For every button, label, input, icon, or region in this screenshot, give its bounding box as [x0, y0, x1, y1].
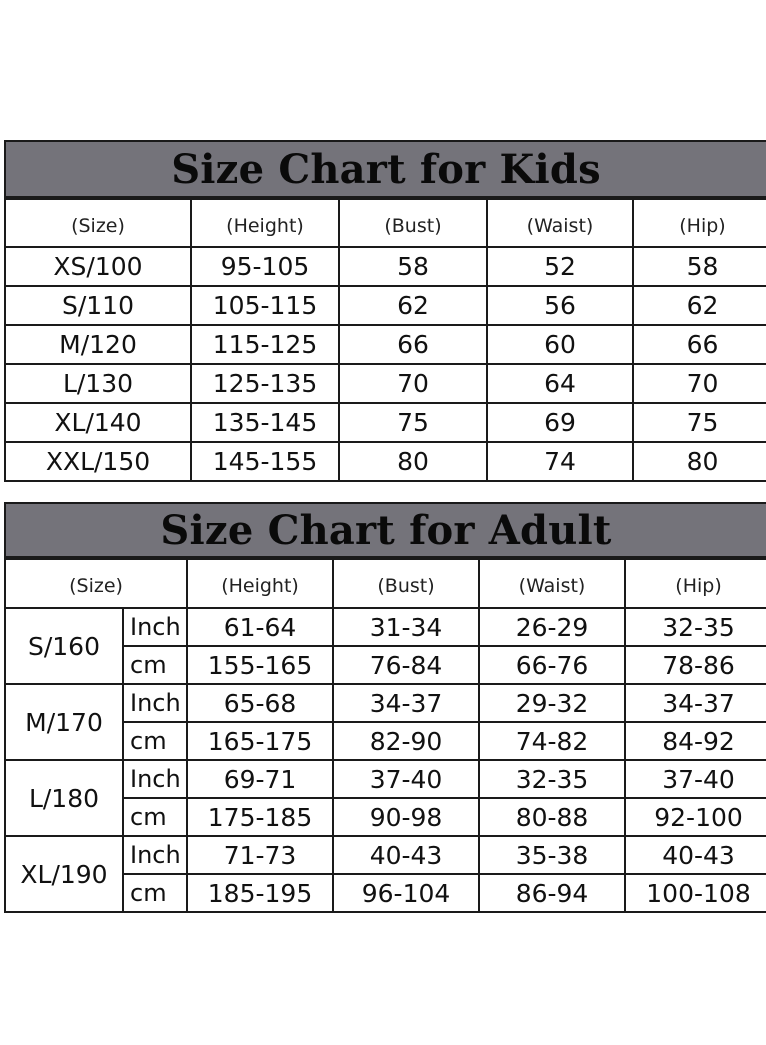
adult-height-cell: 165-175: [187, 722, 333, 760]
adult-size-table: [4, 558, 766, 913]
adult-bust-cell: 34-37: [333, 684, 479, 722]
kids-bust-cell: 58: [339, 247, 487, 286]
kids-bust-cell: 62: [339, 286, 487, 325]
adult-height-cell: 175-185: [187, 798, 333, 836]
adult-hip-cell: 32-35: [625, 608, 766, 646]
kids-size-cell: XS/100: [5, 247, 191, 286]
kids-size-chart: [4, 140, 766, 482]
adult-height-cell: 61-64: [187, 608, 333, 646]
adult-waist-cell: 80-88: [479, 798, 625, 836]
kids-hip-cell: 75: [633, 403, 766, 442]
adult-hip-cell: 84-92: [625, 722, 766, 760]
kids-size-cell: L/130: [5, 364, 191, 403]
adult-hip-cell: 40-43: [625, 836, 766, 874]
kids-hip-cell: 70: [633, 364, 766, 403]
table-row: [5, 442, 766, 481]
table-row: [5, 325, 766, 364]
adult-waist-cell: 66-76: [479, 646, 625, 684]
adult-waist-cell: 74-82: [479, 722, 625, 760]
kids-height-cell: 145-155: [191, 442, 339, 481]
adult-waist-cell: 26-29: [479, 608, 625, 646]
kids-bust-cell: 75: [339, 403, 487, 442]
adult-bust-cell: 96-104: [333, 874, 479, 912]
kids-height-cell: 115-125: [191, 325, 339, 364]
kids-header-height: (Height): [191, 199, 339, 247]
adult-waist-cell: 29-32: [479, 684, 625, 722]
kids-header-hip: (Hip): [633, 199, 766, 247]
adult-header-size: (Size): [5, 559, 187, 608]
adult-hip-cell: 100-108: [625, 874, 766, 912]
kids-header-waist: (Waist): [487, 199, 633, 247]
kids-waist-cell: 60: [487, 325, 633, 364]
table-row: [5, 760, 766, 798]
unit-label: Inch: [123, 684, 187, 722]
adult-size-cell: XL/190: [5, 836, 123, 912]
kids-bust-cell: 66: [339, 325, 487, 364]
unit-label: Inch: [123, 760, 187, 798]
adult-bust-cell: 90-98: [333, 798, 479, 836]
adult-hip-cell: 37-40: [625, 760, 766, 798]
unit-label: cm: [123, 798, 187, 836]
adult-height-cell: 65-68: [187, 684, 333, 722]
adult-bust-cell: 76-84: [333, 646, 479, 684]
adult-header-bust: (Bust): [333, 559, 479, 608]
adult-height-cell: 71-73: [187, 836, 333, 874]
adult-waist-cell: 35-38: [479, 836, 625, 874]
unit-label: Inch: [123, 608, 187, 646]
kids-bust-cell: 70: [339, 364, 487, 403]
kids-bust-cell: 80: [339, 442, 487, 481]
table-row: [5, 364, 766, 403]
kids-size-cell: XXL/150: [5, 442, 191, 481]
kids-header-row: [5, 199, 766, 247]
unit-label: cm: [123, 646, 187, 684]
kids-size-cell: M/120: [5, 325, 191, 364]
kids-hip-cell: 66: [633, 325, 766, 364]
kids-hip-cell: 58: [633, 247, 766, 286]
kids-size-cell: S/110: [5, 286, 191, 325]
kids-height-cell: 125-135: [191, 364, 339, 403]
table-row: [5, 247, 766, 286]
unit-label: Inch: [123, 836, 187, 874]
table-row: [5, 286, 766, 325]
adult-size-chart: [4, 502, 766, 913]
kids-height-cell: 105-115: [191, 286, 339, 325]
kids-waist-cell: 74: [487, 442, 633, 481]
adult-hip-cell: 92-100: [625, 798, 766, 836]
adult-header-hip: (Hip): [625, 559, 766, 608]
kids-waist-cell: 52: [487, 247, 633, 286]
table-row: [5, 403, 766, 442]
kids-chart-title: Size Chart for Kids: [4, 140, 766, 198]
unit-label: cm: [123, 874, 187, 912]
adult-bust-cell: 82-90: [333, 722, 479, 760]
kids-height-cell: 135-145: [191, 403, 339, 442]
adult-size-cell: M/170: [5, 684, 123, 760]
kids-header-size: (Size): [5, 199, 191, 247]
table-row: [5, 608, 766, 646]
kids-waist-cell: 69: [487, 403, 633, 442]
adult-bust-cell: 40-43: [333, 836, 479, 874]
kids-waist-cell: 64: [487, 364, 633, 403]
kids-height-cell: 95-105: [191, 247, 339, 286]
adult-size-cell: S/160: [5, 608, 123, 684]
adult-hip-cell: 34-37: [625, 684, 766, 722]
table-row: [5, 684, 766, 722]
kids-size-table: [4, 198, 766, 482]
unit-label: cm: [123, 722, 187, 760]
adult-header-row: [5, 559, 766, 608]
adult-hip-cell: 78-86: [625, 646, 766, 684]
kids-hip-cell: 62: [633, 286, 766, 325]
adult-height-cell: 69-71: [187, 760, 333, 798]
adult-size-cell: L/180: [5, 760, 123, 836]
adult-waist-cell: 86-94: [479, 874, 625, 912]
table-row: [5, 836, 766, 874]
adult-bust-cell: 31-34: [333, 608, 479, 646]
adult-chart-title: Size Chart for Adult: [4, 502, 766, 558]
adult-waist-cell: 32-35: [479, 760, 625, 798]
adult-height-cell: 155-165: [187, 646, 333, 684]
adult-header-height: (Height): [187, 559, 333, 608]
adult-bust-cell: 37-40: [333, 760, 479, 798]
kids-header-bust: (Bust): [339, 199, 487, 247]
adult-header-waist: (Waist): [479, 559, 625, 608]
kids-waist-cell: 56: [487, 286, 633, 325]
adult-height-cell: 185-195: [187, 874, 333, 912]
kids-size-cell: XL/140: [5, 403, 191, 442]
kids-hip-cell: 80: [633, 442, 766, 481]
